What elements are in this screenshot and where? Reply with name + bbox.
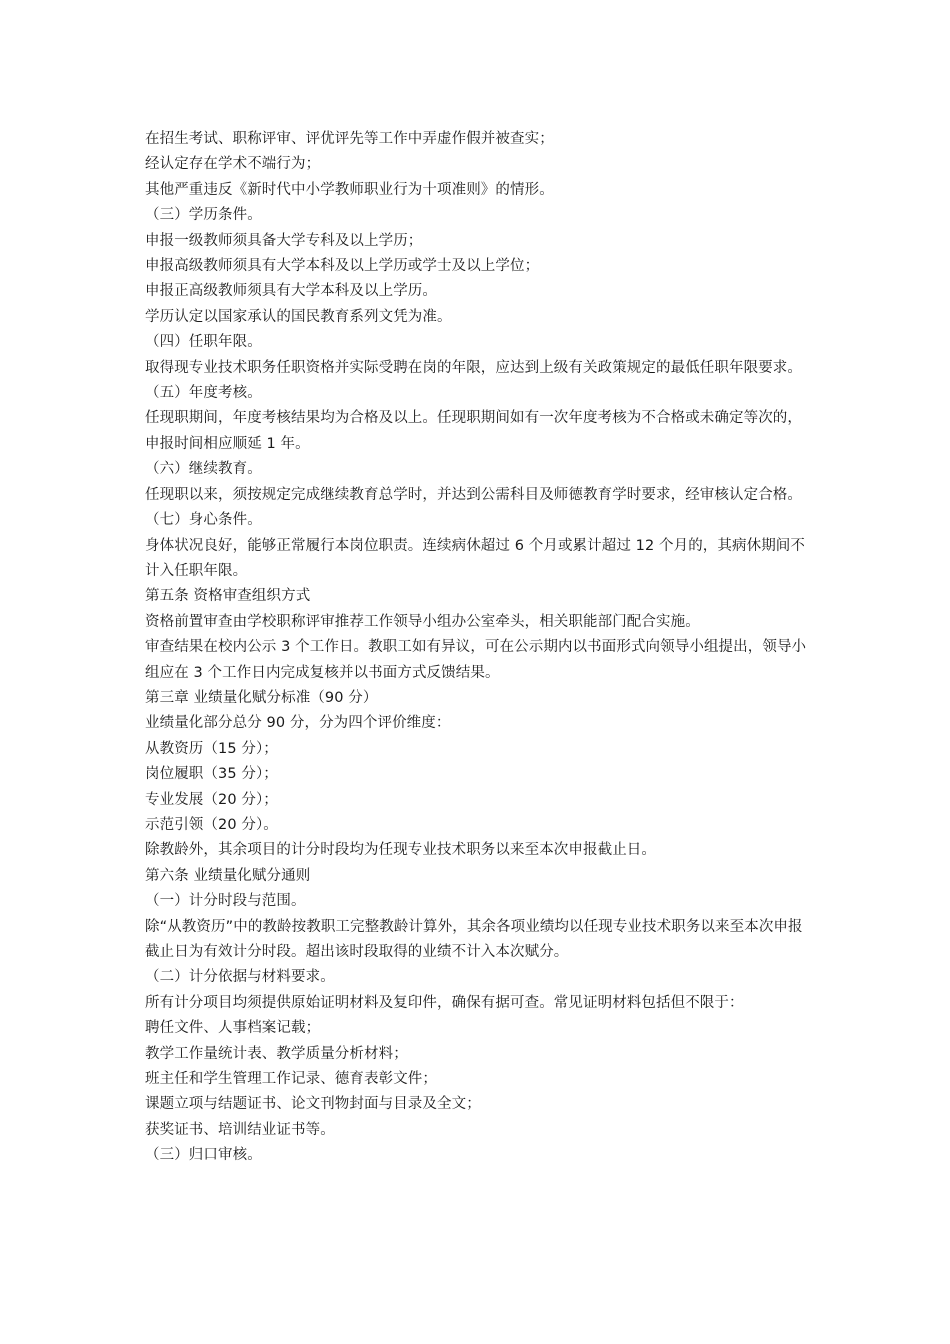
list-item: 从教资历（15 分）； (145, 740, 278, 757)
chapter-heading: 第三章 业绩量化赋分标准（90 分） (145, 689, 378, 706)
paragraph: 取得现专业技术职务任职资格并实际受聘在岗的年限，应达到上级有关政策规定的最低任职年限要求。 (145, 359, 802, 376)
list-item: 岗位履职（35 分）； (145, 766, 278, 783)
paragraph: 身体状况良好，能够正常履行本岗位职责。连续病休超过 6 个月或累计超过 12 个月的，其病休期间不计入任职年限。 (145, 537, 806, 579)
section-heading: （三）归口审核。 (145, 1147, 262, 1164)
article-heading: 第六条 业绩量化赋分通则 (145, 867, 311, 884)
paragraph: 在招生考试、职称评审、评优评先等工作中弄虚作假并被查实； (145, 131, 554, 147)
paragraph: 申报一级教师须具备大学专科及以上学历； (145, 232, 423, 249)
list-item: 教学工作量统计表、教学质量分析材料； (145, 1045, 408, 1062)
document-body (145, 127, 807, 1169)
section-heading: （一）计分时段与范围。 (145, 893, 306, 910)
article-heading: 第五条 资格审查组织方式 (145, 588, 311, 605)
paragraph: 学历认定以国家承认的国民教育系列文凭为准。 (145, 308, 452, 325)
paragraph: 除教龄外，其余项目的计分时段均为任现专业技术职务以来至本次申报截止日。 (145, 842, 656, 859)
list-item: 班主任和学生管理工作记录、德育表彰文件； (145, 1071, 437, 1088)
paragraph: 资格前置审查由学校职称评审推荐工作领导小组办公室牵头，相关职能部门配合实施。 (145, 613, 700, 630)
section-heading: （六）继续教育。 (145, 461, 262, 478)
paragraph: 审查结果在校内公示 3 个工作日。教职工如有异议，可在公示期内以书面形式向领导小组提出，领导小组应在 3 个工作日内完成复核并以书面方式反馈结果。 (145, 639, 807, 681)
section-heading: （二）计分依据与材料要求。 (145, 969, 335, 986)
list-item: 示范引领（20 分）。 (145, 816, 278, 833)
paragraph: 除“从教资历”中的教龄按教职工完整教龄计算外，其余各项业绩均以任现专业技术职务以来至本次申报截止日为有效计分时段。超出该时段取得的业绩不计入本次赋分。 (145, 918, 803, 960)
paragraph: 任现职以来，须按规定完成继续教育总学时，并达到公需科目及师德教育学时要求，经审核认定合格。 (145, 486, 802, 503)
paragraph: 申报高级教师须具有大学本科及以上学历或学士及以上学位； (145, 258, 540, 275)
paragraph: 其他严重违反《新时代中小学教师职业行为十项准则》的情形。 (145, 181, 554, 198)
list-item: 聘任文件、人事档案记载； (145, 1020, 321, 1037)
paragraph: 申报正高级教师须具有大学本科及以上学历。 (145, 283, 437, 300)
paragraph: 任现职期间，年度考核结果均为合格及以上。任现职期间如有一次年度考核为不合格或未确定等次的，申报时间相应顺延 1 年。 (145, 410, 802, 452)
paragraph: 业绩量化部分总分 90 分，分为四个评价维度： (145, 715, 451, 732)
section-heading: （五）年度考核。 (145, 385, 262, 402)
list-item: 专业发展（20 分）； (145, 791, 278, 808)
section-heading: （三）学历条件。 (145, 207, 262, 224)
section-heading: （四）任职年限。 (145, 334, 262, 351)
list-item: 获奖证书、培训结业证书等。 (145, 1121, 335, 1138)
section-heading: （七）身心条件。 (145, 512, 262, 529)
list-item: 课题立项与结题证书、论文刊物封面与目录及全文； (145, 1096, 481, 1113)
paragraph: 经认定存在学术不端行为； (145, 156, 321, 173)
paragraph: 所有计分项目均须提供原始证明材料及复印件，确保有据可查。常见证明材料包括但不限于： (145, 994, 744, 1011)
